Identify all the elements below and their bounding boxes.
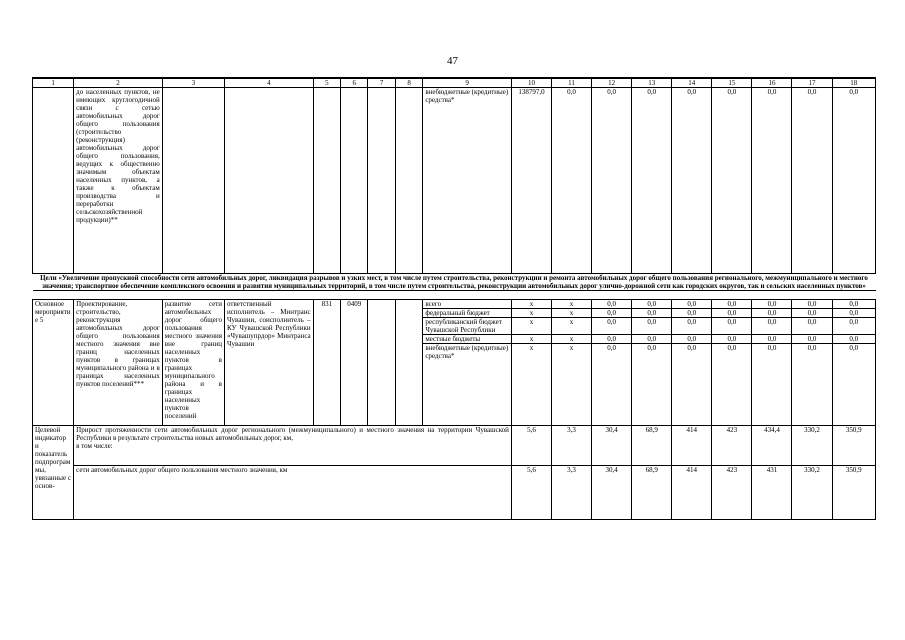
value-cell: 423	[712, 426, 752, 466]
budget-table	[32, 78, 876, 520]
indicator-text-2: сети автомобильных дорог общего пользования местного значения, км	[74, 466, 512, 520]
value-cell: 0,0	[712, 300, 752, 309]
value-cell: 0,0	[672, 300, 712, 309]
column-numbers-row	[33, 79, 876, 88]
value-cell: 0,0	[672, 335, 712, 344]
funding-source-cell: внебюджетные (кредитные) средства*	[423, 344, 512, 426]
value-cell: 0,0	[712, 344, 752, 426]
value-cell: 68,9	[632, 426, 672, 466]
value-cell: x	[552, 335, 592, 344]
value-cell: 0,0	[592, 344, 632, 426]
value-cell: 0,0	[832, 88, 875, 274]
value-cell: x	[511, 309, 551, 318]
value-cell: 0,0	[672, 344, 712, 426]
event-description: Проектирование, строительство, реконструкция автомобильных дорог общего пользования местного значения вне границ населенных пунктов в границах муниципального района и в границах населенных пунктов поселений***	[74, 300, 163, 426]
col-num: 5	[313, 79, 340, 88]
value-cell: 0,0	[632, 344, 672, 426]
value-cell: 350,9	[832, 426, 875, 466]
col-num: 13	[632, 79, 672, 88]
funding-source-cell: местные бюджеты	[423, 335, 512, 344]
indicator-main-text: Прирост протяженности сети автомобильных дорог регионального (межмуниципального) и местного значения на территории Чувашской Республики в результате строительства новых автомобильных дорог, км,	[76, 426, 509, 442]
value-cell: 0,0	[752, 335, 792, 344]
value-cell: 0,0	[592, 335, 632, 344]
value-cell: 0,0	[712, 309, 752, 318]
road-description-cell: до населенных пунктов, не имеющих круглогодичной связи с сетью автомобильных дорог общего пользования (строительство (реконструкция) автомобильных дорог общего пользования, ведущих к общественно значимым объектам населенных пунктов, а также к объектам производства и переработки сельскохозяйственной продукции)**	[74, 88, 163, 274]
col-num: 7	[368, 79, 395, 88]
value-cell: 434,4	[752, 426, 792, 466]
value-cell: 5,6	[511, 426, 551, 466]
value-cell: 0,0	[752, 88, 792, 274]
value-cell: 138797,0	[511, 88, 551, 274]
value-cell: 0,0	[832, 344, 875, 426]
value-cell: x	[552, 309, 592, 318]
indicator-sub-text: в том числе:	[76, 442, 113, 450]
value-cell: 431	[752, 466, 792, 520]
funding-source-cell: федеральный бюджет	[423, 309, 512, 318]
value-cell: x	[511, 300, 551, 309]
funding-source-cell: внебюджетные (кредитные) средства*	[423, 88, 512, 274]
col-num: 12	[592, 79, 632, 88]
value-cell: 0,0	[632, 335, 672, 344]
value-cell: 414	[672, 466, 712, 520]
col-num: 8	[395, 79, 422, 88]
value-cell: 3,3	[552, 426, 592, 466]
spacer-row	[33, 291, 876, 300]
goal-row	[33, 274, 876, 291]
col-num: 1	[33, 79, 74, 88]
value-cell: 0,0	[792, 344, 832, 426]
value-cell: 0,0	[592, 309, 632, 318]
event-label: Основное мероприятие 5	[33, 300, 74, 426]
value-cell: 330,2	[792, 426, 832, 466]
value-cell: 0,0	[832, 300, 875, 309]
table-row	[33, 88, 876, 274]
table-row	[33, 466, 876, 520]
col-num: 15	[712, 79, 752, 88]
value-cell: 0,0	[592, 318, 632, 335]
value-cell: 0,0	[752, 309, 792, 318]
col-num: 2	[74, 79, 163, 88]
value-cell: 0,0	[592, 300, 632, 309]
value-cell: 0,0	[712, 88, 752, 274]
value-cell: 0,0	[752, 300, 792, 309]
col-num: 17	[792, 79, 832, 88]
value-cell: x	[552, 318, 592, 335]
value-cell: 0,0	[672, 88, 712, 274]
event-executor: ответственный исполнитель – Минтранс Чувашии, соисполнитель – КУ Чувашской Республики «Чувашупрдор» Минтранса Чувашии	[225, 300, 314, 426]
page-number: 47	[447, 55, 458, 67]
table-row	[33, 426, 876, 466]
goal-heading: Цели «Увеличение пропускной способности сети автомобильных дорог, ликвидация разрывов и узких мест, в том числе путем строительства, реконструкции и ремонта автомобильных дорог общего пользования регионального, межмуниципального и местного значения; транспортное обеспечение комплексного освоения и развития муниципальных территорий, в том числе путем строительства, реконструкции автомобильных дорог улично-дорожной сети как городских округов, так и сельских населенных пунктов»	[33, 274, 876, 291]
col-num: 14	[672, 79, 712, 88]
value-cell: 0,0	[832, 309, 875, 318]
value-cell: 0,0	[792, 309, 832, 318]
value-cell: 0,0	[832, 318, 875, 335]
value-cell: 0,0	[792, 335, 832, 344]
value-cell: 0,0	[792, 318, 832, 335]
value-cell: x	[511, 344, 551, 426]
value-cell: 0,0	[672, 309, 712, 318]
value-cell: 0,0	[752, 318, 792, 335]
col-num: 18	[832, 79, 875, 88]
value-cell: 0,0	[752, 344, 792, 426]
value-cell: 330,2	[792, 466, 832, 520]
value-cell: 68,9	[632, 466, 672, 520]
value-cell: x	[552, 344, 592, 426]
col-num: 4	[225, 79, 314, 88]
value-cell: 350,9	[832, 466, 875, 520]
funding-source-cell: республиканский бюджет Чувашской Республики	[423, 318, 512, 335]
value-cell: 3,3	[552, 466, 592, 520]
value-cell: x	[511, 335, 551, 344]
value-cell: 5,6	[511, 466, 551, 520]
value-cell: 0,0	[792, 88, 832, 274]
value-cell: x	[511, 318, 551, 335]
value-cell: 0,0	[832, 335, 875, 344]
value-cell: 30,4	[592, 426, 632, 466]
event-goal: развитие сети автомобильных дорог общего пользования местного значения вне границ населенных пунктов в границах муниципального района и в границах населенных пунктов поселений	[162, 300, 224, 426]
value-cell: 0,0	[552, 88, 592, 274]
value-cell: 0,0	[632, 88, 672, 274]
col-num: 16	[752, 79, 792, 88]
value-cell: 0,0	[712, 318, 752, 335]
event-code-grbs: 831	[313, 300, 340, 426]
col-num: 9	[423, 79, 512, 88]
table-row	[33, 300, 876, 309]
value-cell: 0,0	[632, 309, 672, 318]
indicator-text	[74, 426, 512, 466]
value-cell: 423	[712, 466, 752, 520]
col-num: 3	[162, 79, 224, 88]
indicator-label: Целевой индикатор и показатель подпрограммы, увязанные с основ-	[33, 426, 74, 520]
value-cell: 30,4	[592, 466, 632, 520]
value-cell: 414	[672, 426, 712, 466]
value-cell: 0,0	[712, 335, 752, 344]
col-num: 10	[511, 79, 551, 88]
value-cell: 0,0	[632, 318, 672, 335]
event-code-section: 0409	[341, 300, 368, 426]
col-num: 6	[341, 79, 368, 88]
col-num: 11	[552, 79, 592, 88]
value-cell: 0,0	[672, 318, 712, 335]
value-cell: 0,0	[632, 300, 672, 309]
value-cell: 0,0	[592, 88, 632, 274]
value-cell: 0,0	[792, 300, 832, 309]
value-cell: x	[552, 300, 592, 309]
funding-source-cell: всего	[423, 300, 512, 309]
